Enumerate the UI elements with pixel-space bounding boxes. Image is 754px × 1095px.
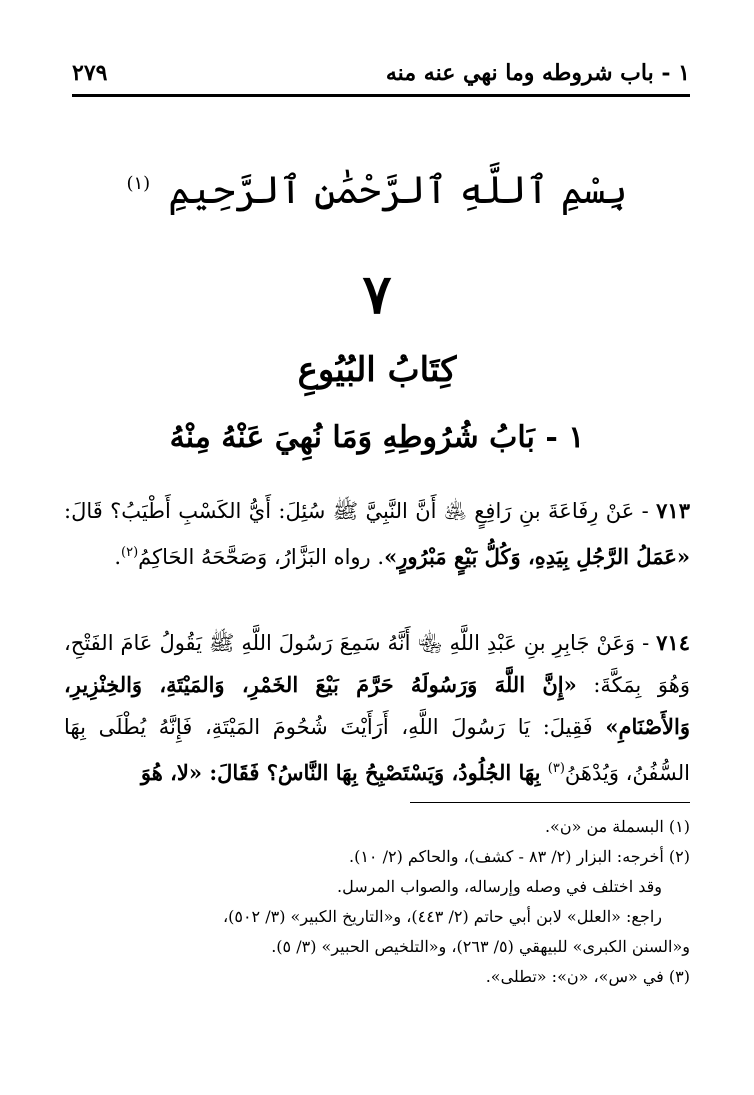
page-number: ٢٧٩ — [72, 60, 108, 86]
book-title: كِتَابُ البُيُوعِ — [297, 350, 457, 390]
hadith-714 — [64, 622, 690, 794]
basmala-footnote-ref: (١) — [126, 173, 151, 195]
footnote-1: (١) البسملة من «ن». — [544, 817, 690, 836]
hadith-intro: - وَعَنْ جَابِرِ بنِ عَبْدِ اللَّهِ ﵄ أَنَّهُ سَمِعَ رَسُولَ اللَّهِ ﷺ يَقُولُ عَامَ الفَتْحِ، وَهُوَ بِمَكَّةَ: — [64, 631, 690, 697]
footnote-ref: (٢) — [121, 545, 139, 560]
chapter-title: ١ - بَابُ شُرُوطِهِ وَمَا نُهِيَ عَنْهُ مِنْهُ — [169, 420, 585, 455]
basmala-text: بِسْمِ ٱللَّهِ ٱلرَّحْمَٰنِ ٱلرَّحِيمِ — [168, 168, 628, 212]
hadith-matn: «عَمَلُ الرَّجُلِ بِيَدِهِ، وَكُلُّ بَيْعٍ مَبْرُورٍ» — [384, 544, 690, 569]
hadith-matn: «إِنَّ اللَّهَ وَرَسُولَهُ حَرَّمَ بَيْعَ الخَمْرِ، وَالمَيْتَةِ، وَالخِنْزِيرِ، وَالأَصْنَامِ» — [64, 672, 690, 739]
footnote-rule — [410, 802, 690, 803]
hadith-end: بِهَا الجُلُودُ، وَيَسْتَصْبِحُ بِهَا النَّاسُ؟ فَقَالَ: «لا، هُوَ — [140, 760, 548, 785]
running-header — [72, 56, 690, 92]
footnote-3: (٣) في «س»، «ن»: «تطلى». — [485, 967, 690, 986]
basmala — [0, 168, 754, 212]
footnote-2-line-2: وقد اختلف في وصله وإرساله، والصواب المرسل. — [337, 877, 662, 896]
footnote-2-line-4: و«السنن الكبرى» للبيهقي (٥/ ٢٦٣)، و«التلخيص الحبير» (٣/ ٥). — [271, 937, 690, 956]
header-rule — [72, 94, 690, 97]
footnote-2: (٢) أخرجه: البزار (٢/ ٨٣ - كشف)، والحاكم (٢/ ١٠). — [349, 847, 690, 866]
hadith-after: فَقِيلَ: يَا رَسُولَ اللَّهِ، أَرَأَيْتَ شُحُومَ المَيْتَةِ، فَإِنَّهُ يُطْلَى بِهَا السُّفُنُ، وَيُدْهَنُ — [64, 715, 690, 785]
hadith-number: ٧١٤ — [656, 630, 690, 655]
running-title: ١ - باب شروطه وما نهي عنه منه — [385, 60, 690, 86]
book-number: ٧ — [362, 262, 392, 326]
hadith-after: . رواه البَزَّارُ، وَصَحَّحَهُ الحَاكِمُ — [138, 545, 385, 569]
hadith-intro: - عَنْ رِفَاعَةَ بنِ رَافِعٍ ﵁ أَنَّ النَّبِيَّ ﷺ سُئِلَ: أَيُّ الكَسْبِ أَطْيَبُ؟ قَالَ: — [64, 499, 657, 523]
hadith-number: ٧١٣ — [656, 498, 690, 523]
footnote-2-line-3: راجع: «العلل» لابن أبي حاتم (٢/ ٤٤٣)، و«التاريخ الكبير» (٣/ ٥٠٢)، — [222, 907, 662, 926]
hadith-end: . — [114, 545, 121, 569]
footnotes — [64, 812, 690, 992]
hadith-713 — [64, 490, 690, 578]
footnote-ref: (٣) — [547, 761, 565, 776]
